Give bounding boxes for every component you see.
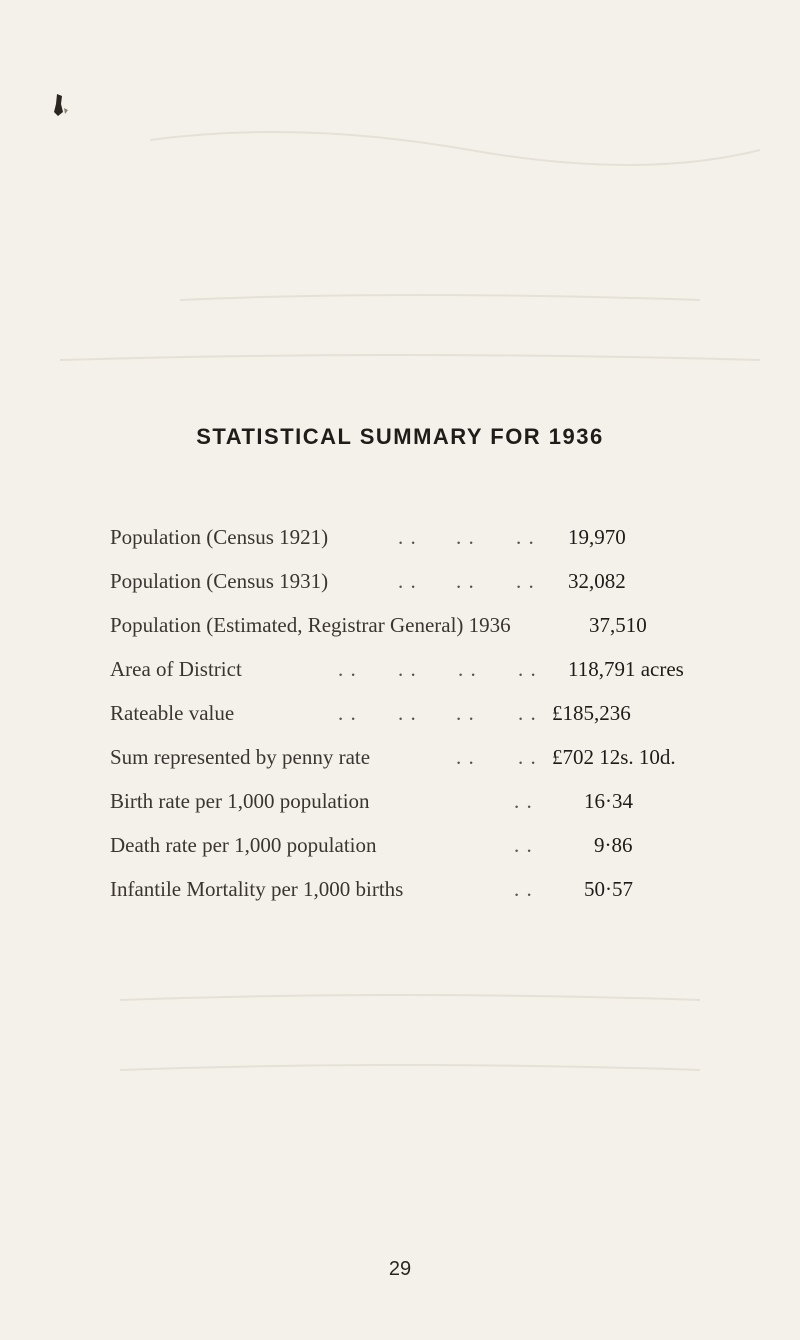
summary-row-death-rate — [110, 830, 690, 860]
leader-dots: . . — [518, 657, 537, 681]
row-value: £702 12s. 10d. — [552, 745, 676, 769]
row-label: Rateable value — [110, 701, 235, 725]
row-value: 37,510 — [589, 613, 647, 637]
leader-dots: . . — [456, 701, 475, 725]
row-label: Population (Census 1931) — [110, 569, 329, 593]
leader-dots: . . — [338, 657, 357, 681]
leader-dots: . . — [514, 877, 533, 901]
row-value: 9·86 — [594, 833, 633, 857]
page-title: STATISTICAL SUMMARY FOR 1936 — [196, 424, 604, 449]
leader-dots: . . — [398, 701, 417, 725]
row-label: Sum represented by penny rate — [110, 745, 371, 769]
summary-row-rateable-value — [110, 698, 690, 728]
leader-dots: . . — [458, 657, 477, 681]
page-number: 29 — [388, 1258, 412, 1280]
ink-blot-icon — [48, 90, 70, 120]
leader-dots: . . — [516, 569, 535, 593]
row-value: 32,082 — [568, 569, 626, 593]
leader-dots: . . — [518, 701, 537, 725]
leader-dots: . . — [514, 789, 533, 813]
row-label: Death rate per 1,000 population — [110, 833, 377, 857]
leader-dots: . . — [398, 657, 417, 681]
row-label: Area of District — [110, 657, 242, 681]
row-label: Birth rate per 1,000 population — [110, 789, 370, 813]
leader-dots: . . — [398, 569, 417, 593]
leader-dots: . . — [338, 701, 357, 725]
row-value: 19,970 — [568, 525, 626, 549]
leader-dots: . . — [518, 745, 537, 769]
leader-dots: . . — [456, 525, 475, 549]
leader-dots: . . — [398, 525, 417, 549]
leader-dots: . . — [516, 525, 535, 549]
summary-row-infantile-mortality — [110, 874, 690, 904]
row-value: £185,236 — [552, 701, 631, 725]
row-label: Population (Estimated, Registrar General) 1936 — [110, 613, 511, 637]
summary-row-population-1931 — [110, 566, 690, 596]
summary-row-population-1921 — [110, 522, 690, 552]
row-value: 118,791 acres — [568, 657, 684, 681]
row-value: 16·34 — [584, 789, 633, 813]
leader-dots: . . — [514, 833, 533, 857]
summary-row-area — [110, 654, 750, 684]
summary-row-population-estimated — [110, 610, 690, 640]
summary-row-penny-rate — [110, 742, 750, 772]
leader-dots: . . — [456, 569, 475, 593]
row-label: Infantile Mortality per 1,000 births — [110, 877, 404, 901]
leader-dots: . . — [456, 745, 475, 769]
row-value: 50·57 — [584, 877, 633, 901]
summary-row-birth-rate — [110, 786, 690, 816]
row-label: Population (Census 1921) — [110, 525, 329, 549]
